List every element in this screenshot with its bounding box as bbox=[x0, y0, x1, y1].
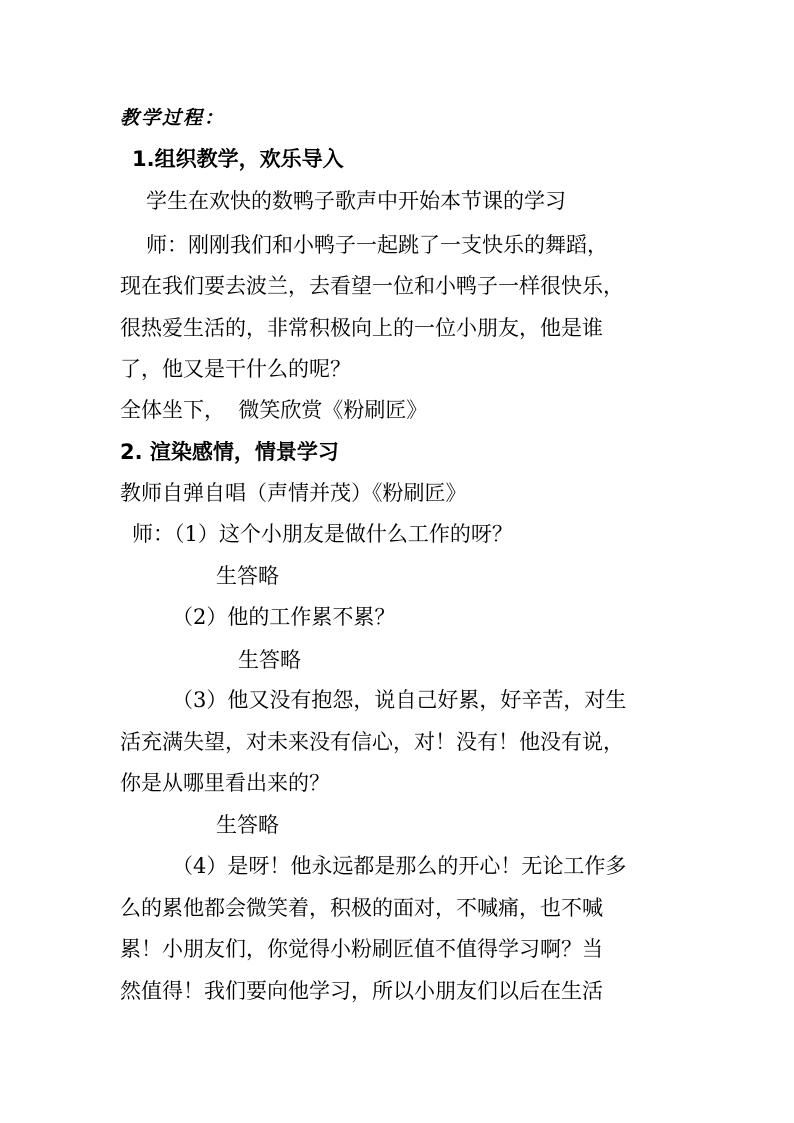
answer-omitted: 生答略 bbox=[238, 648, 301, 672]
paragraph-line: 学生在欢快的数鸭子歌声中开始本节课的学习 bbox=[146, 189, 566, 213]
paragraph-line: （4）是呀！他永远都是那么的开心！无论工作多 bbox=[172, 854, 627, 878]
paragraph-line: 了，他又是干什么的呢？ bbox=[120, 357, 351, 381]
paragraph-line: 么的累他都会微笑着，积极的面对，不喊痛，也不喊 bbox=[120, 896, 603, 920]
paragraph-line: （3）他又没有抱怨，说自己好累，好辛苦，对生 bbox=[172, 688, 627, 712]
paragraph-line: 现在我们要去波兰，去看望一位和小鸭子一样很快乐， bbox=[120, 274, 624, 298]
step1-heading: 1.组织教学，欢乐导入 bbox=[132, 147, 344, 171]
paragraph-line: 很热爱生活的，非常积极向上的一位小朋友，他是谁 bbox=[120, 316, 603, 340]
section-title: 教学过程： bbox=[120, 107, 226, 129]
paragraph-line: 活充满失望，对未来没有信心，对！没有！他没有说， bbox=[120, 730, 624, 754]
paragraph-line: 累！小朋友们，你觉得小粉刷匠值不值得学习啊？当 bbox=[120, 937, 603, 961]
paragraph-line: 全体坐下， 微笑欣赏《粉刷匠》 bbox=[120, 398, 428, 422]
paragraph-line: 师：（1）这个小朋友是做什么工作的呀？ bbox=[132, 522, 513, 546]
answer-omitted: 生答略 bbox=[216, 564, 279, 588]
answer-omitted: 生答略 bbox=[216, 813, 279, 837]
paragraph-line: 教师自弹自唱（声情并茂）《粉刷匠》 bbox=[120, 481, 467, 505]
paragraph-line: 师：刚刚我们和小鸭子一起跳了一支快乐的舞蹈， bbox=[146, 233, 608, 257]
step2-heading: 2. 渲染感情，情景学习 bbox=[120, 440, 339, 464]
paragraph-line: （2）他的工作累不累？ bbox=[172, 605, 396, 629]
paragraph-line: 然值得！我们要向他学习，所以小朋友们以后在生活 bbox=[120, 979, 603, 1003]
paragraph-line: 你是从哪里看出来的？ bbox=[120, 771, 330, 795]
